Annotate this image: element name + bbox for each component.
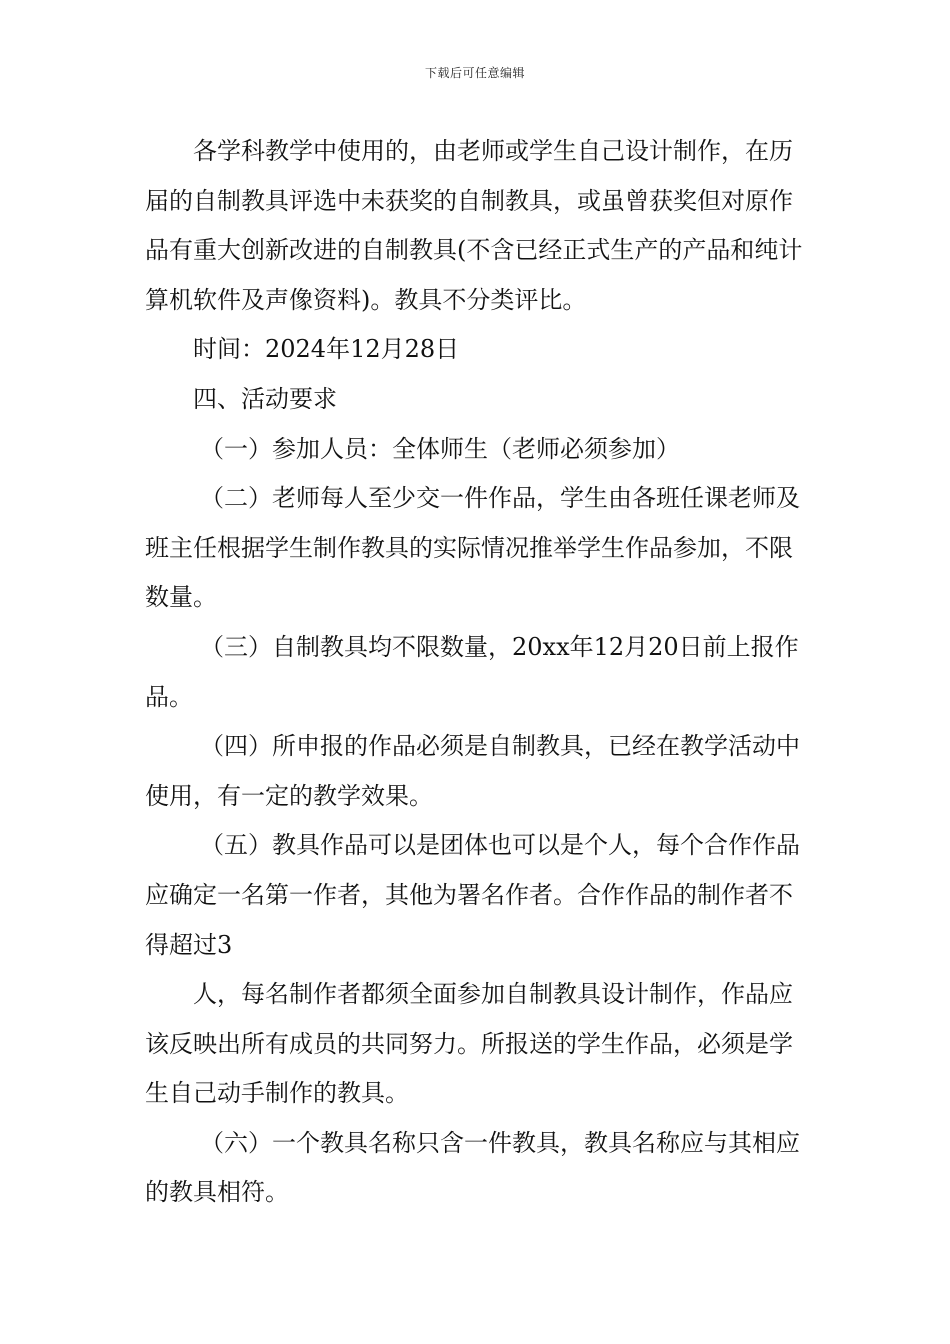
requirement-item-3: （三）自制教具均不限数量，20xx年12月20日前上报作品。	[145, 632, 799, 711]
paragraph-eligibility: 各学科教学中使用的，由老师或学生自己设计制作，在历届的自制教具评选中未获奖的自制教具，或虽曾获奖但对原作品有重大创新改进的自制教具(不含已经正式生产的产品和纯计算机软件及声像资料)。教具不分类评比。	[145, 137, 803, 314]
requirement-item-6: （六）一个教具名称只含一件教具，教具名称应与其相应的教具相符。	[145, 1128, 800, 1207]
requirement-item-2: （二）老师每人至少交一件作品，学生由各班任课老师及班主任根据学生制作教具的实际情况推举学生作品参加，不限数量。	[145, 484, 800, 612]
requirement-item-1: （一）参加人员：全体师生（老师必须参加）	[200, 434, 680, 463]
section-heading-requirements: 四、活动要求	[193, 384, 337, 413]
requirement-item-5-continued: 人，每名制作者都须全面参加自制教具设计制作，作品应该反映出所有成员的共同努力。所报送的学生作品，必须是学生自己动手制作的教具。	[145, 980, 793, 1108]
paragraph-time: 时间：2024年12月28日	[193, 335, 460, 364]
document-body	[145, 127, 807, 1218]
requirement-item-5: （五）教具作品可以是团体也可以是个人，每个合作作品应确定一名第一作者，其他为署名作者。合作作品的制作者不得超过3	[145, 831, 800, 959]
page-header-note: 下载后可任意编辑	[424, 66, 525, 80]
requirement-item-4: （四）所申报的作品必须是自制教具，已经在教学活动中使用，有一定的教学效果。	[145, 732, 800, 810]
